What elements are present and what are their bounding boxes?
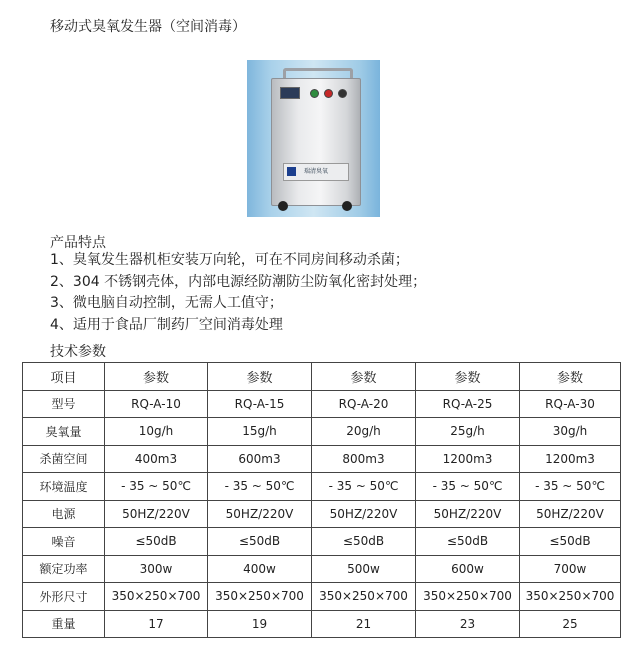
header-cell: 参数 bbox=[416, 363, 520, 391]
table-cell: RQ-A-10 bbox=[105, 390, 208, 418]
table-row bbox=[23, 445, 621, 473]
table-cell: - 35 ~ 50℃ bbox=[312, 473, 416, 501]
table-cell: 350×250×700 bbox=[208, 583, 312, 611]
row-label: 外形尺寸 bbox=[23, 583, 105, 611]
table-cell: ≤50dB bbox=[105, 528, 208, 556]
caster-wheel-icon bbox=[342, 201, 352, 211]
table-cell: 400w bbox=[208, 555, 312, 583]
table-cell: - 35 ~ 50℃ bbox=[105, 473, 208, 501]
row-label: 额定功率 bbox=[23, 555, 105, 583]
row-label: 环境温度 bbox=[23, 473, 105, 501]
red-knob-icon bbox=[324, 89, 333, 98]
table-cell: ≤50dB bbox=[416, 528, 520, 556]
table-cell: RQ-A-20 bbox=[312, 390, 416, 418]
feature-item: 3、微电脑自动控制，无需人工值守； bbox=[50, 295, 283, 311]
table-cell: 600w bbox=[416, 555, 520, 583]
brand-label bbox=[283, 163, 349, 181]
table-row bbox=[23, 500, 621, 528]
feature-item: 4、适用于食品厂制药厂空间消毒处理 bbox=[50, 316, 283, 333]
brand-label-text: 瑞清臭氧 bbox=[303, 168, 328, 175]
row-label: 臭氧量 bbox=[23, 418, 105, 446]
table-cell: - 35 ~ 50℃ bbox=[416, 473, 520, 501]
table-cell: 25g/h bbox=[416, 418, 520, 446]
table-cell: ≤50dB bbox=[208, 528, 312, 556]
table-cell: 800m3 bbox=[312, 445, 416, 473]
row-label: 重量 bbox=[23, 610, 105, 638]
table-row bbox=[23, 583, 621, 611]
brand-logo-icon bbox=[287, 167, 296, 176]
table-cell: 1200m3 bbox=[416, 445, 520, 473]
table-cell: 23 bbox=[416, 610, 520, 638]
feature-item: 1、臭氧发生器机柜安装万向轮，可在不同房间移动杀菌； bbox=[50, 252, 409, 268]
table-cell: 350×250×700 bbox=[416, 583, 520, 611]
table-row bbox=[23, 418, 621, 446]
table-row bbox=[23, 555, 621, 583]
table-cell: 400m3 bbox=[105, 445, 208, 473]
table-cell: 300w bbox=[105, 555, 208, 583]
table-cell: 50HZ/220V bbox=[105, 500, 208, 528]
row-label: 杀菌空间 bbox=[23, 445, 105, 473]
table-cell: 15g/h bbox=[208, 418, 312, 446]
table-cell: RQ-A-15 bbox=[208, 390, 312, 418]
table-cell: 25 bbox=[520, 610, 621, 638]
table-cell: 500w bbox=[312, 555, 416, 583]
table-cell: 350×250×700 bbox=[520, 583, 621, 611]
table-row bbox=[23, 528, 621, 556]
page-title: 移动式臭氧发生器（空间消毒） bbox=[50, 19, 246, 35]
header-cell: 参数 bbox=[105, 363, 208, 391]
table-cell: 700w bbox=[520, 555, 621, 583]
table-row bbox=[23, 610, 621, 638]
row-label: 电源 bbox=[23, 500, 105, 528]
table-cell: RQ-A-25 bbox=[416, 390, 520, 418]
header-cell: 参数 bbox=[312, 363, 416, 391]
table-cell: 30g/h bbox=[520, 418, 621, 446]
caster-wheel-icon bbox=[278, 201, 288, 211]
table-cell: 50HZ/220V bbox=[520, 500, 621, 528]
specs-heading: 技术参数 bbox=[50, 344, 106, 360]
row-label: 噪音 bbox=[23, 528, 105, 556]
table-row bbox=[23, 473, 621, 501]
feature-list bbox=[50, 250, 426, 336]
feature-item: 2、304 不锈钢壳体，内部电源经防潮防尘防氧化密封处理； bbox=[50, 273, 427, 290]
table-cell: 19 bbox=[208, 610, 312, 638]
row-label: 型号 bbox=[23, 390, 105, 418]
header-cell: 参数 bbox=[520, 363, 621, 391]
header-cell: 参数 bbox=[208, 363, 312, 391]
table-cell: 50HZ/220V bbox=[208, 500, 312, 528]
table-cell: 50HZ/220V bbox=[312, 500, 416, 528]
specs-table bbox=[22, 362, 621, 638]
table-cell: RQ-A-30 bbox=[520, 390, 621, 418]
header-cell: 项目 bbox=[23, 363, 105, 391]
table-cell: 21 bbox=[312, 610, 416, 638]
table-cell: 17 bbox=[105, 610, 208, 638]
table-cell: ≤50dB bbox=[312, 528, 416, 556]
product-photo bbox=[247, 60, 380, 217]
table-row bbox=[23, 390, 621, 418]
black-switch-icon bbox=[338, 89, 347, 98]
table-cell: 10g/h bbox=[105, 418, 208, 446]
table-cell: 350×250×700 bbox=[312, 583, 416, 611]
table-cell: 350×250×700 bbox=[105, 583, 208, 611]
table-cell: 1200m3 bbox=[520, 445, 621, 473]
table-cell: - 35 ~ 50℃ bbox=[208, 473, 312, 501]
table-cell: ≤50dB bbox=[520, 528, 621, 556]
table-header-row bbox=[23, 363, 621, 391]
green-knob-icon bbox=[310, 89, 319, 98]
table-cell: 20g/h bbox=[312, 418, 416, 446]
features-heading: 产品特点 bbox=[50, 235, 106, 251]
table-cell: 600m3 bbox=[208, 445, 312, 473]
table-cell: - 35 ~ 50℃ bbox=[520, 473, 621, 501]
ozone-generator-cabinet bbox=[271, 78, 361, 206]
display-screen bbox=[280, 87, 300, 99]
table-cell: 50HZ/220V bbox=[416, 500, 520, 528]
